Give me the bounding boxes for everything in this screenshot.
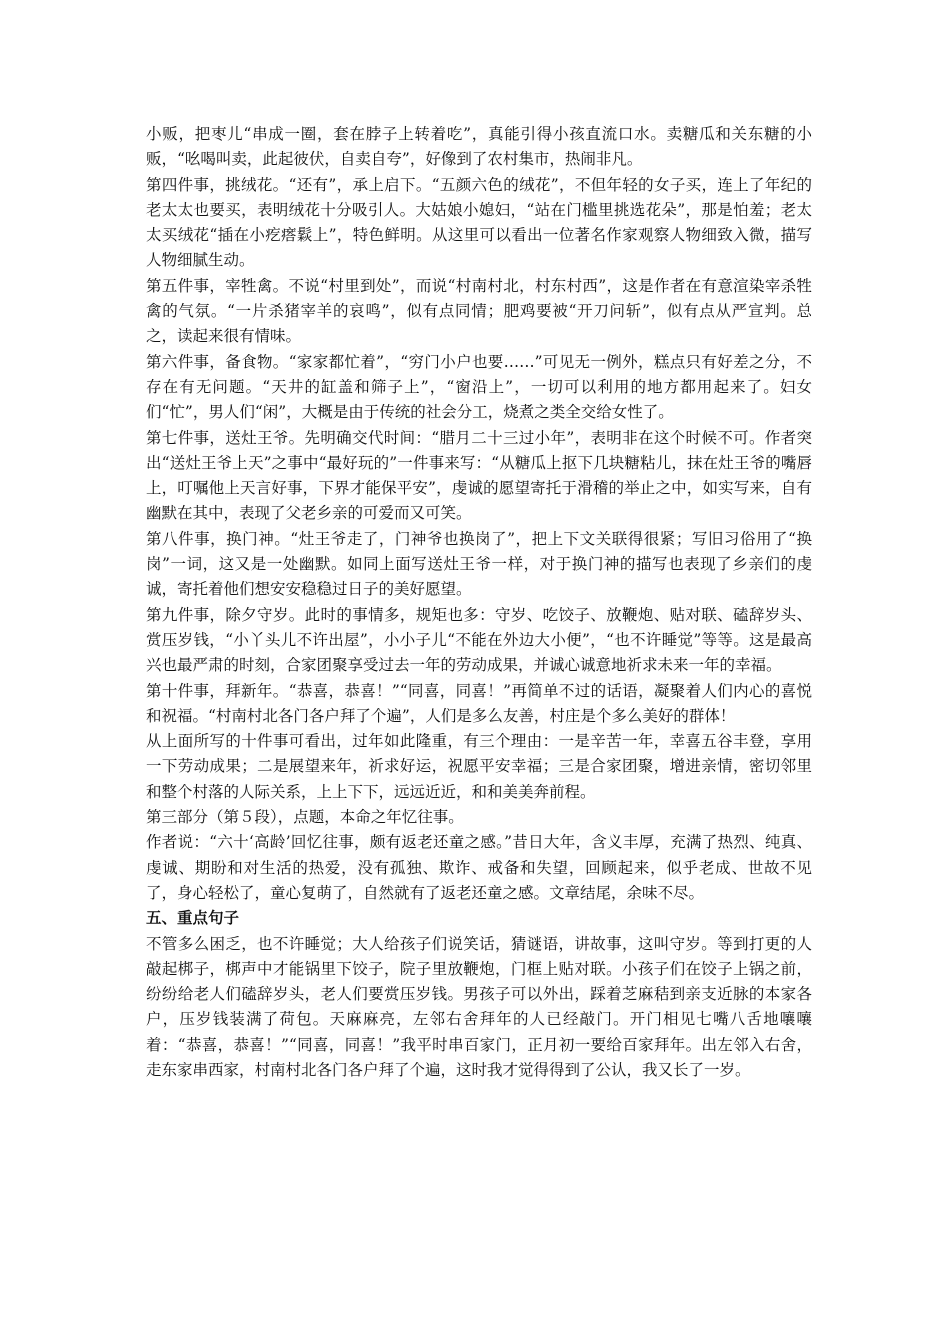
paragraph-event-4: 第四件事，挑绒花。“还有”，承上启下。“五颜六色的绒花”，不但年轻的女子买，连上了年纪的老太太也要买，表明绒花十分吸引人。大姑娘小媳妇，“站在门槛里挑选花朵”，那是怕羞；老太太买绒花“插在小疙瘩鬏上”，特色鲜明。从这里可以看出一位著名作家观察人物细致入微，描写人物细腻生动。	[146, 175, 812, 270]
paragraph-continuation: 小贩，把枣儿“串成一圈，套在脖子上转着吃”，真能引得小孩直流口水。卖糖瓜和关东糖的小贩，“吆喝叫卖，此起彼伏，自卖自夸”，好像到了农村集市，热闹非凡。	[146, 125, 812, 169]
paragraph-event-6: 第六件事，备食物。“家家都忙着”，“穷门小户也要……”可见无一例外，糕点只有好差之分，不存在有无问题。“天井的缸盖和筛子上”，“窗沿上”，一切可以利用的地方都用起来了。妇女们“忙”，男人们“闲”，大概是由于传统的社会分工，烧煮之类全交给女性了。	[146, 352, 812, 422]
paragraph-author-quote: 作者说：“六十‘高龄’回忆往事，颇有返老还童之感。”昔日大年，含义丰厚，充满了热烈、纯真、虔诚、期盼和对生活的热爱，没有孤独、欺诈、戒备和失望，回顾起来，似乎老成、世故不见了，身心轻松了，童心复萌了，自然就有了返老还童之感。文章结尾，余味不尽。	[146, 833, 812, 902]
document-body	[146, 122, 812, 1083]
paragraph-part-three: 第三部分（第５段），点题，本命之年忆往事。	[146, 808, 464, 827]
paragraph-event-8: 第八件事，换门神。“灶王爷走了，门神爷也换岗了”，把上下文关联得很紧；写旧习俗用了“换岗”一词，这又是一处幽默。如同上面写送灶王爷一样，对于换门神的描写也表现了乡亲们的虔诚，寄托着他们想安安稳稳过日子的美好愿望。	[146, 529, 812, 599]
paragraph-event-9: 第九件事，除夕守岁。此时的事情多，规矩也多：守岁、吃饺子、放鞭炮、贴对联、磕辞岁头、赏压岁钱，“小丫头儿不许出屋”，小小子儿“不能在外边大小便”，“也不许睡觉”等等。这是最高兴也最严肃的时刻，合家团聚享受过去一年的劳动成果，并诚心诚意地祈求未来一年的幸福。	[146, 605, 812, 675]
paragraph-event-7: 第七件事，送灶王爷。先明确交代时间：“腊月二十三过小年”，表明非在这个时候不可。作者突出“送灶王爷上天”之事中“最好玩的”一件事来写：“从糖瓜上抠下几块糖粘儿，抹在灶王爷的嘴唇上，叮嘱他上天言好事，下界才能保平安”，虔诚的愿望寄托于滑稽的举止之中，如实写来，自有幽默在其中，表现了父老乡亲的可爱而又可笑。	[146, 428, 812, 523]
paragraph-event-5: 第五件事，宰牲禽。不说“村里到处”，而说“村南村北，村东村西”，这是作者在有意渲染宰杀牲禽的气氛。“一片杀猪宰羊的哀鸣”，似有点同情；肥鸡要被“开刀问斩”，似有点从严宣判。总之，读起来很有情味。	[146, 276, 812, 346]
section-heading: 五、重点句子	[146, 909, 240, 928]
key-sentence-paragraph: 不管多么困乏，也不许睡觉；大人给孩子们说笑话，猜谜语，讲故事，这叫守岁。等到打更的人敲起梆子，梆声中才能锅里下饺子，院子里放鞭炮，门框上贴对联。小孩子们在饺子上锅之前，纷纷给老人们磕辞岁头，老人们要赏压岁钱。男孩子可以外出，踩着芝麻秸到亲支近脉的本家各户，压岁钱装满了荷包。天麻麻亮，左邻右舍拜年的人已经敲门。开门相见七嘴八舌地嚷嚷着：“恭喜，恭喜！”“同喜，同喜！”我平时串百家门，正月初一要给百家拜年。出左邻入右舍，走东家串西家，村南村北各门各户拜了个遍，这时我才觉得得到了公认，我又长了一岁。	[146, 934, 812, 1079]
paragraph-summary: 从上面所写的十件事可看出，过年如此隆重，有三个理由：一是辛苦一年，幸喜五谷丰登，享用一下劳动成果；二是展望来年，祈求好运，祝愿平安幸福；三是合家团聚，增进亲情，密切邻里和整个村落的人际关系，上上下下，远远近近，和和美美奔前程。	[146, 732, 812, 801]
paragraph-event-10: 第十件事，拜新年。“恭喜，恭喜！”“同喜，同喜！”再简单不过的话语，凝聚着人们内心的喜悦和祝福。“村南村北各门各户拜了个遍”，人们是多么友善，村庄是个多么美好的群体！	[146, 681, 812, 725]
